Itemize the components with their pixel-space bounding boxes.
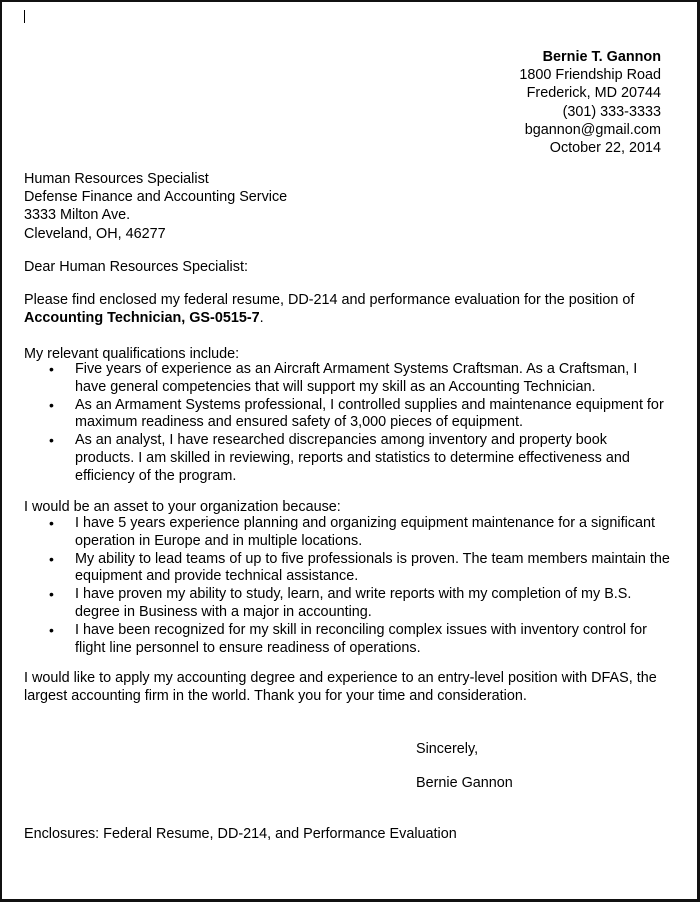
list-item: [24, 551, 670, 587]
sender-street: 1800 Friendship Road: [519, 67, 661, 84]
list-item-text: As an analyst, I have researched discrepancies among inventory and property book products. I am skilled in reviewing, reports and statistics to determine effectiveness and efficiency of the program.: [75, 432, 630, 484]
sender-name: Bernie T. Gannon: [542, 49, 661, 65]
bullet-icon: •: [49, 550, 54, 567]
list-item-text: I have proven my ability to study, learn, and write reports with my completion of my B.S. degree in Business with a major in accounting.: [75, 586, 632, 620]
signoff: Sincerely,: [416, 741, 479, 757]
recipient-address-block: [24, 170, 661, 243]
sender-address-block: [519, 48, 661, 157]
sender-email: bgannon@gmail.com: [524, 121, 661, 138]
recipient-title: Human Resources Specialist: [24, 171, 209, 187]
list-item: [24, 397, 670, 433]
recipient-organization: Defense Finance and Accounting Service: [24, 189, 288, 206]
bullet-icon: •: [49, 515, 54, 531]
bullet-icon: •: [49, 621, 54, 638]
sender-city: Frederick, MD 20744: [526, 85, 661, 102]
position-title: Accounting Technician, GS-0515-7: [24, 310, 260, 327]
signer-name: Bernie Gannon: [416, 775, 513, 791]
recipient-street: 3333 Milton Ave.: [24, 207, 131, 224]
salutation: Dear Human Resources Specialist:: [24, 259, 248, 275]
list-item-text: I have 5 years experience planning and organizing equipment maintenance for a significant operation in Europe and in multiple locations.: [75, 515, 655, 549]
sender-phone: (301) 333-3333: [562, 103, 661, 120]
list-item: [24, 515, 670, 551]
assets-list: [24, 515, 670, 657]
assets-heading: I would be an asset to your organization because:: [24, 499, 341, 515]
list-item-text: My ability to lead teams of up to five professionals is proven. The team members maintain the equipment and provide technical assistance.: [75, 550, 670, 585]
closing-paragraph: I would like to apply my accounting degree and experience to an entry-level position with DFAS, the largest accounting firm in the world. Thank you for your time and consideration.: [24, 670, 657, 705]
text-cursor: [24, 10, 25, 23]
list-item-text: I have been recognized for my skill in reconciling complex issues with inventory control for flight line personnel to ensure readiness of operations.: [75, 621, 647, 656]
list-item-text: Five years of experience as an Aircraft Armament Systems Craftsman. As a Craftsman, I have general competencies that will support my skill as an Accounting Technician.: [75, 361, 638, 395]
qualifications-list: [24, 361, 670, 486]
list-item: [24, 432, 670, 485]
list-item: [24, 586, 670, 622]
list-item-text: As an Armament Systems professional, I controlled supplies and maintenance equipment for maximum readiness and ensured safety of 3,000 pieces of equipment.: [75, 396, 664, 431]
intro-end: .: [259, 310, 264, 327]
intro-text: Please find enclosed my federal resume, DD-214 and performance evaluation for the position of: [24, 292, 635, 308]
list-item: [24, 622, 670, 658]
bullet-icon: •: [49, 396, 54, 413]
recipient-city: Cleveland, OH, 46277: [24, 225, 166, 242]
enclosures-line: Enclosures: Federal Resume, DD-214, and Performance Evaluation: [24, 826, 457, 842]
intro-paragraph: [24, 291, 661, 327]
qualifications-heading: My relevant qualifications include:: [24, 346, 240, 362]
list-item: [24, 361, 670, 397]
letter-date: October 22, 2014: [549, 140, 661, 157]
bullet-icon: •: [49, 361, 54, 377]
bullet-icon: •: [49, 432, 54, 449]
bullet-icon: •: [49, 586, 54, 603]
